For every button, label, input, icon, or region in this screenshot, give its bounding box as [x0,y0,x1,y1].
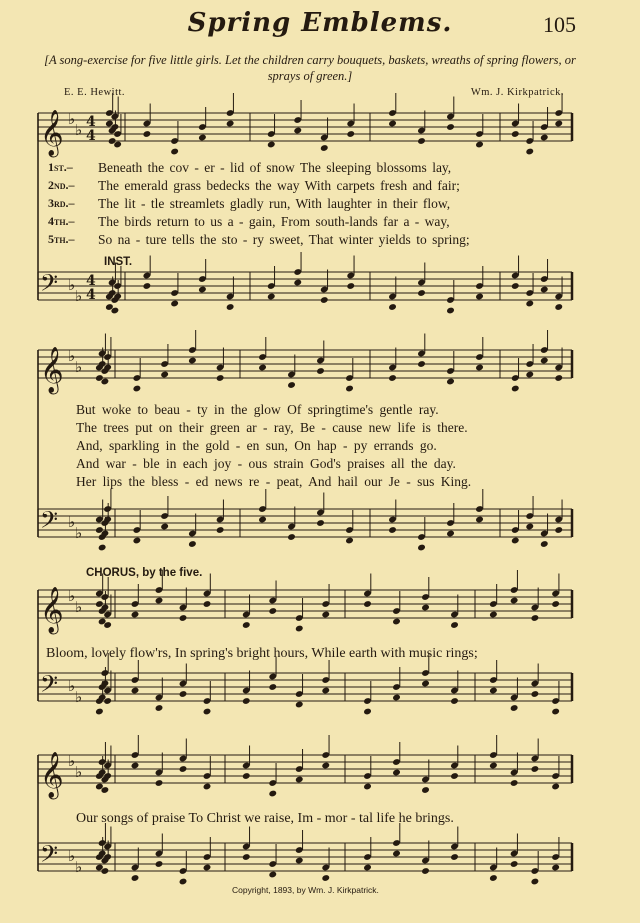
note-head [511,537,520,545]
note-head [525,371,534,379]
note-head [203,783,212,791]
note-head [554,526,563,534]
note-head [475,293,484,301]
note-head [216,526,225,534]
note-head [392,618,401,626]
note-head [179,765,188,773]
note-head [392,850,401,858]
note-head [131,762,140,770]
note-head [540,540,549,548]
note-head [143,282,152,290]
note-head [155,779,164,787]
note-head [531,765,540,773]
verse-line: The birds return to us a - gain, From south-lands far a - way, [98,214,450,229]
note-head [133,537,142,545]
note-head [321,874,330,882]
note-head [226,303,235,311]
note-head [226,120,235,128]
note-head [510,860,519,868]
note-head [198,134,207,142]
note-head [346,130,355,138]
note-head [392,694,401,702]
composer-credit: Wm. J. Kirkpatrick. [470,87,564,98]
note-head [293,127,302,135]
bass-clef-icon: 𝄢 [40,670,59,703]
note-head [321,611,330,619]
note-head [475,364,484,372]
note-head [320,296,329,304]
note-head [287,381,296,389]
note-head [155,597,164,605]
note-head [268,871,277,879]
note-head [525,523,534,531]
note-head [388,120,397,128]
note-head [510,779,519,787]
note-head [188,540,197,548]
note-head [511,385,520,393]
verse-line: The emerald grass bedecks the way With carpets fresh and fair; [98,178,460,193]
note-head [450,772,459,780]
note-head [203,600,212,608]
note-head [98,544,107,552]
note-head [421,786,430,794]
verse-line: Her lips the bless - ed news re - peat, And hail our Je - sus King. [76,474,472,489]
note-head [179,878,188,886]
note-head [363,783,372,791]
verse-line: And war - ble in each joy - ous strain God's praises all the day. [76,456,456,471]
note-head [242,621,251,629]
note-head [203,708,212,716]
time-signature: 4 [86,273,96,289]
note-head [489,687,498,695]
treble-clef-icon: 𝄞 [40,752,64,798]
time-signature: 4 [86,114,96,130]
note-head [160,523,169,531]
note-head [345,385,354,393]
note-head [258,516,267,524]
note-head [316,519,325,527]
note-head [188,357,197,365]
copyright-notice: Copyright, 1893, by Wm. J. Kirkpatrick. [232,885,379,895]
note-head [293,279,302,287]
note-head [131,687,140,695]
flat-icon: ♭ [75,287,83,305]
note-head [160,371,169,379]
note-head [170,148,179,156]
flat-icon: ♭ [75,598,83,616]
note-head [320,144,329,152]
verse-number: 1st.– [48,160,73,174]
flat-icon: ♭ [75,688,83,706]
note-head [179,614,188,622]
flat-icon: ♭ [68,587,76,605]
note-head [551,708,560,716]
verse-line: Beneath the cov - er - lid of snow The sleeping blossoms lay, [98,160,452,175]
note-head [489,762,498,770]
note-head [155,704,164,712]
note-head [554,374,563,382]
note-head [267,141,276,149]
bass-clef-icon: 𝄢 [40,506,59,539]
verse-number: 5th.– [48,232,75,246]
note-head [417,544,426,552]
verse-number: 3rd.– [48,196,75,210]
note-head [446,378,455,386]
bass-clef-icon: 𝄢 [40,840,59,873]
note-head [540,134,549,142]
note-head [475,516,484,524]
flat-icon: ♭ [75,358,83,376]
note-head [511,130,520,138]
note-head [525,148,534,156]
note-head [489,611,498,619]
note-head [363,864,372,872]
treble-clef-icon: 𝄞 [40,347,64,393]
note-head [131,874,140,882]
note-head [242,697,251,705]
note-head [287,533,296,541]
note-head [155,860,164,868]
treble-clef-icon: 𝄞 [40,587,64,633]
note-head [446,307,455,315]
flat-icon: ♭ [75,524,83,542]
note-head [295,701,304,709]
note-head [345,537,354,545]
bass-clef-icon: 𝄢 [40,269,59,302]
verse-line: And, sparkling in the gold - en sun, On hap - py errands go. [76,438,437,453]
note-head [295,625,304,633]
note-head [133,385,142,393]
note-head [295,776,304,784]
note-head [388,374,397,382]
treble-clef-icon: 𝄞 [40,110,64,156]
flat-icon: ♭ [75,763,83,781]
page-title: Spring Emblems. [187,8,453,38]
verse-line: The lit - tle streamlets gladly run, With laughter in their flow, [98,196,451,211]
note-head [242,772,251,780]
time-signature: 4 [86,287,96,303]
note-head [531,690,540,698]
note-head [446,530,455,538]
note-head [216,374,225,382]
note-head [203,864,212,872]
flat-icon: ♭ [68,347,76,365]
time-signature: 4 [86,128,96,144]
flat-icon: ♭ [68,847,76,865]
chorus-lyric-2: Our songs of praise To Christ we raise, Im - mor - tal life he brings. [76,811,454,826]
chorus-lyric-1: Bloom, lovely flow'rs, In spring's bright hours, While earth with music rings; [46,646,478,661]
flat-icon: ♭ [75,858,83,876]
note-head [554,303,563,311]
note-head [392,769,401,777]
note-head [346,282,355,290]
note-head [268,683,277,691]
note-head [551,864,560,872]
note-head [179,690,188,698]
verse-line: So na - ture tells the sto - ry sweet, That winter yields to spring; [98,232,470,247]
note-head [363,600,372,608]
note-head [551,783,560,791]
note-head [321,762,330,770]
note-head [540,357,549,365]
note-head [131,611,140,619]
note-head [540,286,549,294]
note-head [417,289,426,297]
note-head [388,303,397,311]
note-head [95,708,104,716]
note-head [421,867,430,875]
note-head [450,621,459,629]
note-head [475,141,484,149]
note-head [531,878,540,886]
note-head [242,853,251,861]
author-credit: E. E. Hewitt. [64,87,126,98]
chorus-label: CHORUS, by the five. [86,567,203,579]
note-head [531,614,540,622]
note-head [267,293,276,301]
note-head [450,853,459,861]
flat-icon: ♭ [68,110,76,128]
note-head [450,697,459,705]
note-head [321,687,330,695]
note-head [363,708,372,716]
note-head [268,607,277,615]
verse-line: The trees put on their green ar - ray, Be - cause new life is there. [76,420,468,435]
note-head [421,680,430,688]
note-head [143,130,152,138]
note-head [170,300,179,308]
note-head [510,597,519,605]
note-head [258,364,267,372]
flat-icon: ♭ [68,513,76,531]
note-head [198,286,207,294]
inst-label: INST. [104,256,133,268]
note-head [525,300,534,308]
note-head [388,526,397,534]
flat-icon: ♭ [68,677,76,695]
note-head [268,790,277,798]
page-number: 105 [543,12,576,37]
note-head [295,857,304,865]
note-head [417,137,426,145]
note-head [421,604,430,612]
note-head [554,120,563,128]
performance-note: [A song-exercise for five little girls. Let the children carry bouquets, baskets, wreaths of spring flowers, or sprays of green.] [44,53,576,83]
flat-icon: ♭ [68,276,76,294]
note-head [489,874,498,882]
verse-number: 2nd.– [48,178,75,192]
flat-icon: ♭ [75,121,83,139]
note-head [510,704,519,712]
verse-number: 4th.– [48,214,75,228]
verse-line: But woke to beau - ty in the glow Of springtime's gentle ray. [76,402,439,417]
note-head [446,123,455,131]
note-head [417,360,426,368]
note-head [511,282,520,290]
note-head [551,600,560,608]
note-head [316,367,325,375]
flat-icon: ♭ [68,752,76,770]
